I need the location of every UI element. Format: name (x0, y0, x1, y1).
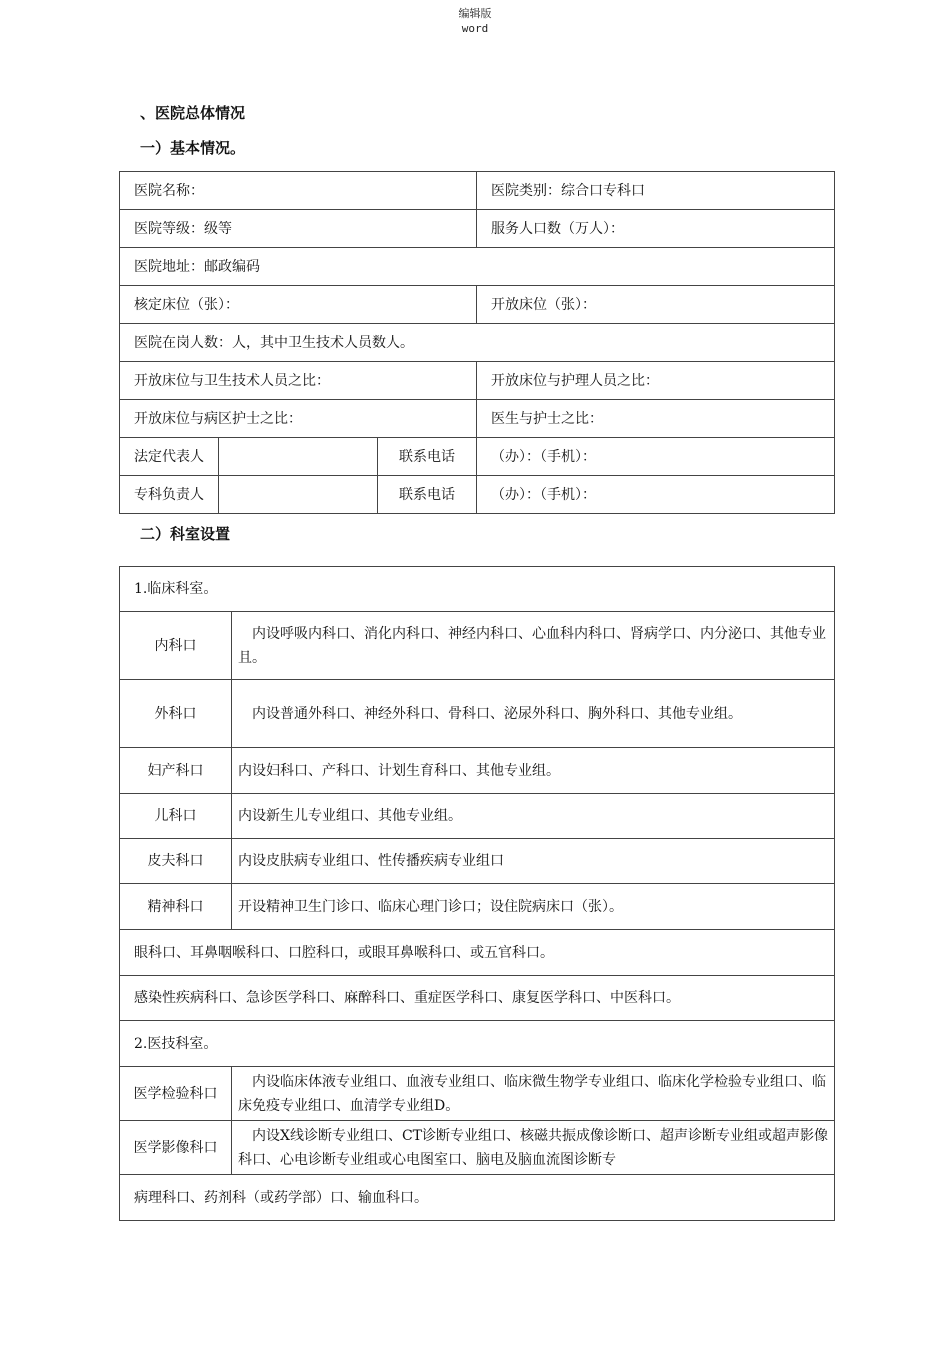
departments-heading: 二）科室设置 (140, 525, 231, 543)
table-row (120, 930, 835, 976)
table-row (120, 172, 835, 210)
table-row (120, 680, 835, 748)
ratio-nurse-cell: 开放床位与护理人员之比： (477, 362, 835, 400)
table-row (120, 210, 835, 248)
dept-desc: 内设妇科口、产科口、计划生育科口、其他专业组。 (232, 748, 835, 794)
dept-name: 儿科口 (120, 794, 232, 839)
table-row (120, 438, 835, 476)
approved-beds-cell: 核定床位（张）： (120, 286, 477, 324)
table-row (120, 976, 835, 1021)
ratio-tech-cell: 开放床位与卫生技术人员之比： (120, 362, 477, 400)
header-line-2: word (461, 22, 489, 35)
dept-name: 精神科口 (120, 884, 232, 930)
specialty-head-value (219, 476, 378, 514)
header-line-1: 编辑版 (458, 7, 492, 20)
legal-rep-value (219, 438, 378, 476)
phone-label-2: 联系电话 (378, 476, 477, 514)
tech-title: 2.医技科室。 (120, 1021, 835, 1067)
table-row (120, 1067, 835, 1121)
table-row (120, 248, 835, 286)
basic-heading: 一）基本情况。 (140, 139, 246, 157)
dept-name: 皮夫科口 (120, 839, 232, 884)
table-row (120, 1175, 835, 1221)
dept-name: 外科口 (120, 680, 232, 748)
staff-cell: 医院在岗人数：人，其中卫生技术人员数人。 (120, 324, 835, 362)
phone-label-1: 联系电话 (378, 438, 477, 476)
section-title: 、医院总体情况 (140, 104, 246, 122)
basic-info-table (119, 171, 835, 514)
hospital-level-cell: 医院等级：级等 (120, 210, 477, 248)
table-row (120, 1021, 835, 1067)
dept-desc: 内设临床体液专业组口、血液专业组口、临床微生物学专业组口、临床化学检验专业组口、临床免疫专业组口、血清学专业组D。 (232, 1067, 835, 1121)
table-row (120, 400, 835, 438)
table-row (120, 884, 835, 930)
dept-desc: 内设X线诊断专业组口、CT诊断专业组口、核磁共振成像诊断口、超声诊断专业组或超声影像科口、心电诊断专业组或心电图室口、脑电及脑血流图诊断专 (232, 1121, 835, 1175)
dept-name: 妇产科口 (120, 748, 232, 794)
table-row (120, 839, 835, 884)
table-row (120, 324, 835, 362)
dept-name: 医学检验科口 (120, 1067, 232, 1121)
phone-value-1: （办）：（手机）： (477, 438, 835, 476)
hospital-type-cell: 医院类别：综合口专科口 (477, 172, 835, 210)
dept-desc: 内设普通外科口、神经外科口、骨科口、泌尿外科口、胸外科口、其他专业组。 (232, 680, 835, 748)
open-beds-cell: 开放床位（张）： (477, 286, 835, 324)
dept-name: 医学影像科口 (120, 1121, 232, 1175)
dept-desc: 开设精神卫生门诊口、临床心理门诊口；设住院病床口（张）。 (232, 884, 835, 930)
service-population-cell: 服务人口数（万人）： (477, 210, 835, 248)
specialty-head-label: 专科负责人 (120, 476, 219, 514)
pathology-line: 病理科口、药剂科（或药学部）口、输血科口。 (120, 1175, 835, 1221)
table-row (120, 286, 835, 324)
dept-name: 内科口 (120, 612, 232, 680)
table-row (120, 567, 835, 612)
dept-desc: 内设呼吸内科口、消化内科口、神经内科口、心血科内科口、肾病学口、内分泌口、其他专业且。 (232, 612, 835, 680)
table-row (120, 794, 835, 839)
table-row (120, 476, 835, 514)
dept-desc: 内设新生儿专业组口、其他专业组。 (232, 794, 835, 839)
legal-rep-label: 法定代表人 (120, 438, 219, 476)
ratio-ward-cell: 开放床位与病区护士之比： (120, 400, 477, 438)
dept-desc: 内设皮肤病专业组口、性传播疾病专业组口 (232, 839, 835, 884)
table-row (120, 1121, 835, 1175)
ent-line: 眼科口、耳鼻咽喉科口、口腔科口，或眼耳鼻喉科口、或五官科口。 (120, 930, 835, 976)
departments-table (119, 566, 835, 1221)
table-row (120, 362, 835, 400)
ratio-doc-nurse-cell: 医生与护士之比： (477, 400, 835, 438)
phone-value-2: （办）：（手机）： (477, 476, 835, 514)
other-line: 感染性疾病科口、急诊医学科口、麻醉科口、重症医学科口、康复医学科口、中医科口。 (120, 976, 835, 1021)
address-cell: 医院地址：邮政编码 (120, 248, 835, 286)
table-row (120, 748, 835, 794)
page-header (0, 6, 950, 36)
hospital-name-cell: 医院名称： (120, 172, 477, 210)
table-row (120, 612, 835, 680)
clinical-title: 1.临床科室。 (120, 567, 835, 612)
